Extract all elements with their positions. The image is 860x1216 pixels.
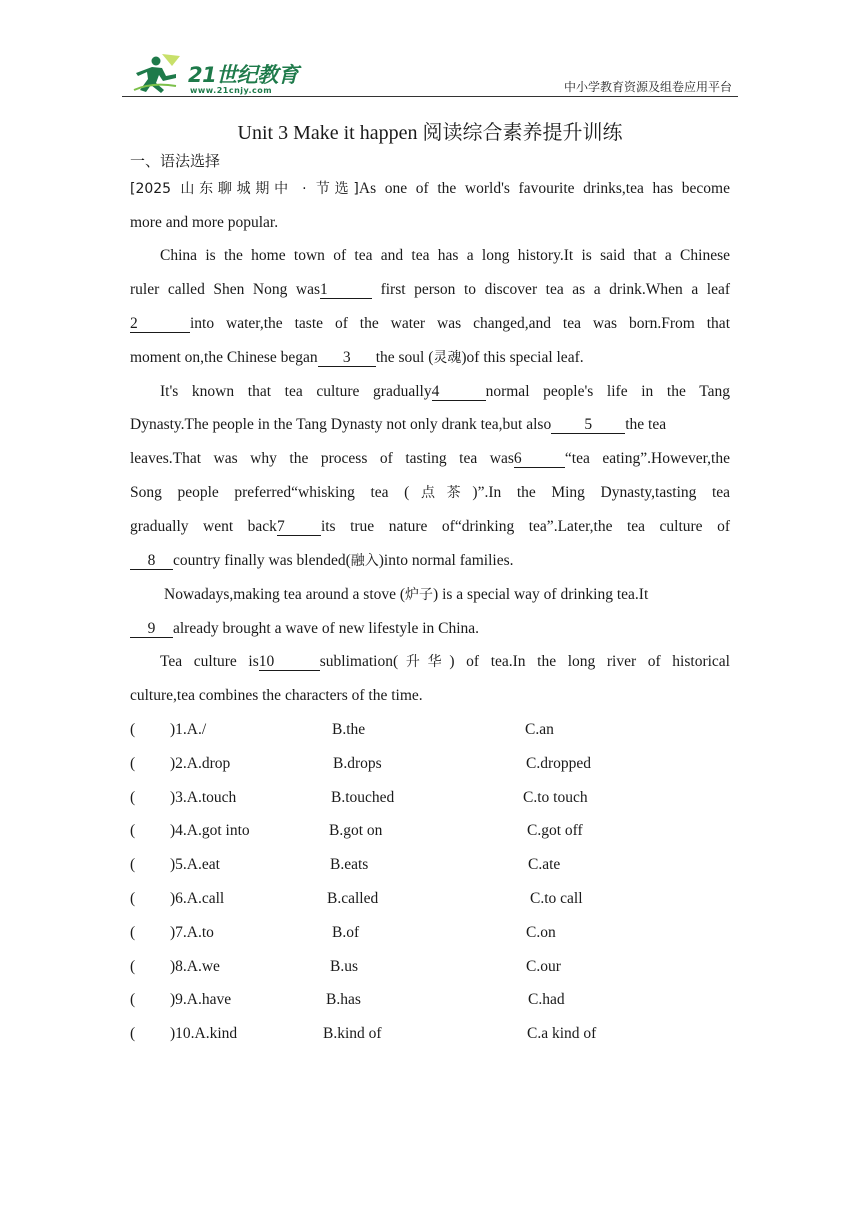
answer-paren[interactable]: ( [130, 822, 136, 839]
option-a[interactable]: )6.A.call [170, 890, 225, 907]
answer-paren[interactable]: ( [130, 991, 136, 1008]
option-b[interactable]: B.has [326, 991, 361, 1008]
blank-1[interactable]: 1 [320, 281, 372, 299]
blank-7[interactable]: 7 [277, 518, 321, 536]
option-c[interactable]: C.an [525, 721, 554, 738]
p2-line-6: 8 country finally was blended(融入)into normal families. [130, 550, 730, 572]
option-c[interactable]: C.had [528, 991, 565, 1008]
p2-line-2: Dynasty.The people in the Tang Dynasty not only drank tea,but also 5 the tea [130, 416, 667, 433]
blank-8[interactable]: 8 [130, 552, 173, 570]
blank-2[interactable]: 2 [130, 315, 190, 333]
header-divider [122, 96, 738, 97]
p1-line-3: 2 into water,the taste of the water was changed,and tea was born.From that [130, 315, 730, 332]
p2-line-5: gradually went back7 its true nature of“drinking tea”.Later,the tea culture of [130, 518, 730, 535]
blank-3[interactable]: 3 [318, 349, 376, 367]
answer-paren[interactable]: ( [130, 1025, 136, 1042]
option-c[interactable]: C.our [526, 958, 561, 975]
platform-label: 中小学教育资源及组卷应用平台 [563, 80, 732, 94]
p1-line-1: China is the home town of tea and tea has a long history.It is said that a Chinese [160, 247, 730, 264]
option-b[interactable]: B.got on [329, 822, 383, 839]
option-a[interactable]: )5.A.eat [170, 856, 220, 873]
blank-5[interactable]: 5 [551, 416, 625, 434]
option-b[interactable]: B.drops [333, 755, 382, 772]
option-a[interactable]: )8.A.we [170, 958, 220, 975]
option-c[interactable]: C.got off [527, 822, 583, 839]
option-c[interactable]: C.on [526, 924, 556, 941]
option-c[interactable]: C.dropped [526, 755, 592, 772]
logo-text: 21世纪教育 [188, 63, 299, 87]
option-a[interactable]: )10.A.kind [170, 1025, 238, 1042]
option-b[interactable]: B.kind of [323, 1025, 382, 1042]
option-a[interactable]: )9.A.have [170, 991, 232, 1008]
option-a[interactable]: )2.A.drop [170, 755, 231, 772]
logo-url: www.21cnjy.com [190, 86, 273, 95]
option-b[interactable]: B.the [332, 721, 366, 738]
p2-line-3: leaves.That was why the process of tasting tea was6 “tea eating”.However,the [130, 450, 730, 467]
p3-line-2: 9 already brought a wave of new lifestyle in China. [130, 618, 730, 640]
answer-paren[interactable]: ( [130, 755, 136, 772]
p2-line-1: It's known that tea culture gradually4 normal people's life in the Tang [160, 383, 730, 400]
p4-line-2: culture,tea combines the characters of the time. [130, 687, 423, 704]
intro-line-2: more and more popular. [130, 214, 279, 231]
answer-paren[interactable]: ( [130, 958, 136, 975]
answer-paren[interactable]: ( [130, 789, 136, 806]
option-c[interactable]: C.to call [530, 890, 583, 907]
section-heading: 一、语法选择 [130, 152, 221, 170]
option-a[interactable]: )7.A.to [170, 924, 214, 941]
option-c[interactable]: C.to touch [523, 789, 588, 806]
option-b[interactable]: B.called [327, 890, 379, 907]
p3-line-1: Nowadays,making tea around a stove (炉子) is a special way of drinking tea.It [164, 586, 649, 603]
p1-line-4: moment on,the Chinese began 3 the soul (灵魂)of this special leaf. [130, 349, 584, 366]
option-c[interactable]: C.a kind of [527, 1025, 597, 1042]
answer-paren[interactable]: ( [130, 890, 136, 907]
answer-paren[interactable]: ( [130, 721, 136, 738]
option-b[interactable]: B.eats [330, 856, 369, 873]
option-b[interactable]: B.of [332, 924, 360, 941]
p4-line-1: Tea culture is10 sublimation(升华) of tea.In the long river of historical [160, 653, 730, 670]
option-b[interactable]: B.us [330, 958, 358, 975]
option-c[interactable]: C.ate [528, 856, 561, 873]
option-a[interactable]: )3.A.touch [170, 789, 237, 806]
intro-line-1 [130, 178, 730, 200]
intro-text: As one of the world's favourite drinks,tea has become [358, 180, 730, 197]
blank-10[interactable]: 10 [259, 653, 320, 671]
answer-paren[interactable]: ( [130, 924, 136, 941]
p1-line-2: ruler called Shen Nong was1 first person to discover tea as a drink.When a leaf [130, 281, 730, 298]
page-header [122, 48, 738, 98]
option-b[interactable]: B.touched [331, 789, 395, 806]
p2-line-4: Song people preferred“whisking tea (点茶)”.In the Ming Dynasty,tasting tea [130, 484, 731, 501]
runner-logo-icon [132, 52, 188, 94]
blank-6[interactable]: 6 [514, 450, 565, 468]
logo [132, 52, 302, 94]
blank-4[interactable]: 4 [432, 383, 486, 401]
page-title: Unit 3 Make it happen 阅读综合素养提升训练 [237, 122, 623, 144]
source-tag: [2025 山东聊城期中 · 节选] [130, 181, 359, 197]
option-a[interactable]: )4.A.got into [170, 822, 250, 839]
option-a[interactable]: )1.A./ [170, 721, 207, 738]
blank-9[interactable]: 9 [130, 620, 173, 638]
answer-paren[interactable]: ( [130, 856, 136, 873]
